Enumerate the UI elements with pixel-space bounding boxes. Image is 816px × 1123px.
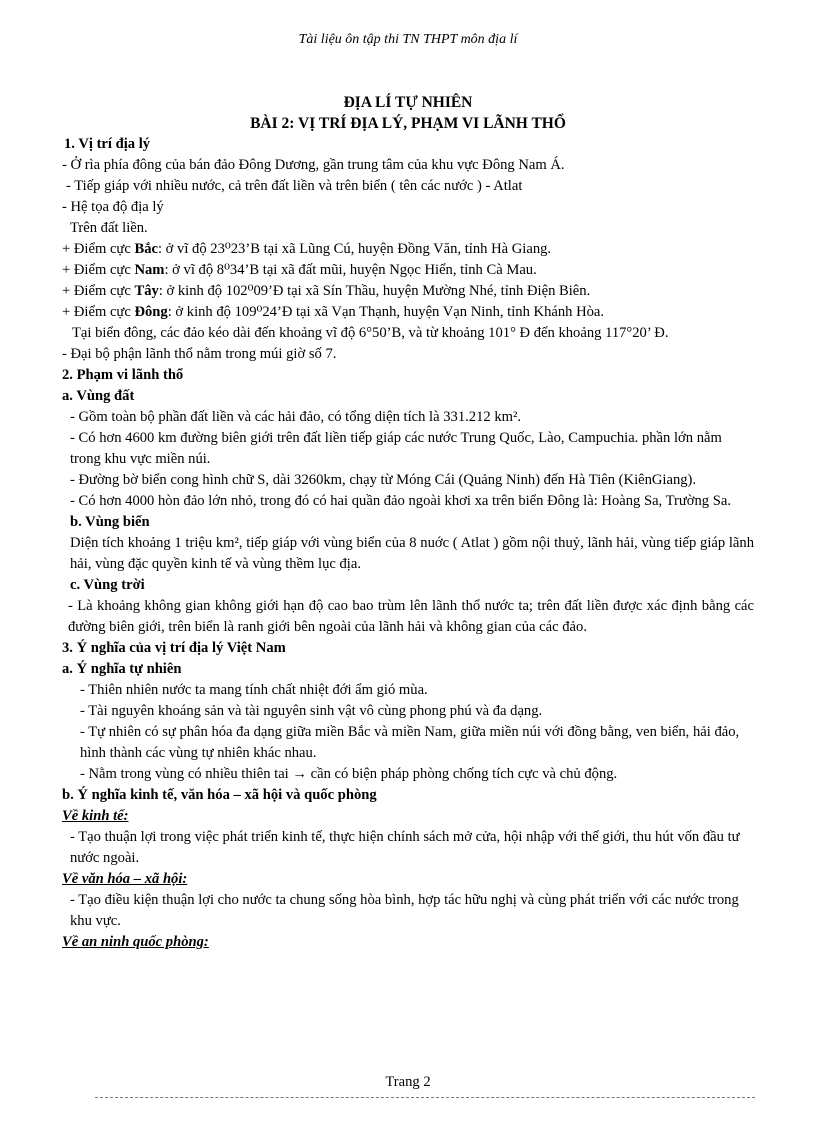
vung-bien-heading: b. Vùng biển (70, 514, 150, 530)
s1-line-5: Tại biển đông, các đảo kéo dài đến khoảng vĩ độ 6°50’B, và từ khoảng 101° Đ đến khoảng 117°20’ Đ. (72, 325, 669, 341)
s3-a-1: - Thiên nhiên nước ta mang tính chất nhiệt đới ẩm gió mùa. (80, 682, 428, 698)
cuc-nam: + Điểm cực Nam: ở vĩ độ 8⁰34’B tại xã đất mũi, huyện Ngọc Hiển, tỉnh Cà Mau. (62, 262, 537, 278)
s3-vh-1: - Tạo điều kiện thuận lợi cho nước ta chung sống hòa bình, hợp tác hữu nghị và cùng phát triển với các nước trong khu vực. (70, 892, 739, 929)
s1-line-4: Trên đất liền. (70, 220, 148, 236)
s2-c-1: - Là khoảng không gian không giới hạn độ cao bao trùm lên lãnh thổ nước ta; trên đất liền được xác định bằng các đường biên giới, trên biển là ranh giới bên ngoài của lãnh hải và không gian của các đảo. (68, 598, 754, 635)
s3-kt-1: - Tạo thuận lợi trong việc phát triển kinh tế, thực hiện chính sách mở cửa, hội nhập với thế giới, thu hút vốn đầu tư nước ngoài. (70, 829, 740, 866)
s1-line-6: - Đại bộ phận lãnh thổ nằm trong múi giờ số 7. (62, 346, 337, 362)
lesson-title: BÀI 2: VỊ TRÍ ĐỊA LÝ, PHẠM VI LÃNH THỔ (250, 115, 566, 132)
page-header: Tài liệu ôn tập thi TN THPT môn địa lí (298, 32, 518, 47)
footer-rule (95, 1097, 755, 1098)
s2-a-1: - Gồm toàn bộ phần đất liền và các hải đảo, có tổng diện tích là 331.212 km². (70, 409, 521, 425)
cuc-dong: + Điểm cực Đông: ở kinh độ 109⁰24’Đ tại xã Vạn Thạnh, huyện Vạn Ninh, tỉnh Khánh Hòa. (62, 304, 605, 320)
page-number: Trang 2 (385, 1074, 431, 1090)
vung-troi-heading: c. Vùng trời (70, 577, 145, 593)
s3-a-4: - Nằm trong vùng có nhiều thiên tai → cần có biện pháp phòng chống tích cực và chủ động. (80, 766, 618, 782)
section-1-heading: 1. Vị trí địa lý (64, 136, 151, 152)
y-nghia-kinh-te-heading: b. Ý nghĩa kinh tế, văn hóa – xã hội và quốc phòng (62, 787, 377, 803)
main-title: ĐỊA LÍ TỰ NHIÊN (343, 94, 473, 111)
document-body (62, 92, 754, 953)
s2-b-1: Diện tích khoảng 1 triệu km², tiếp giáp với vùng biển của 8 nuớc ( Atlat ) gồm nội thuỷ, lãnh hải, vùng tiếp giáp lãnh hải, vùng đặc quyền kinh tế và vùng thềm lục địa. (70, 535, 754, 572)
vung-dat-heading: a. Vùng đất (62, 388, 135, 404)
s3-a-3: - Tự nhiên có sự phân hóa đa dạng giữa miền Bắc và miền Nam, giữa miền núi với đồng bằng, ven biển, hải đảo, hình thành các vùng tự nhiên khác nhau. (80, 724, 740, 761)
cuc-tay: + Điểm cực Tây: ở kinh độ 102⁰09’Đ tại xã Sín Thầu, huyện Mường Nhé, tỉnh Điện Biên. (62, 283, 591, 299)
s1-line-3: - Hệ tọa độ địa lý (62, 199, 164, 215)
s2-a-4: - Có hơn 4000 hòn đảo lớn nhỏ, trong đó có hai quần đảo ngoài khơi xa trên biển Đông là: Hoàng Sa, Trường Sa. (70, 493, 731, 509)
ve-van-hoa-heading: Về văn hóa – xã hội: (62, 871, 188, 887)
y-nghia-tu-nhien-heading: a. Ý nghĩa tự nhiên (62, 661, 182, 677)
cuc-bac: + Điểm cực Bắc: ở vĩ độ 23⁰23’B tại xã Lũng Cú, huyện Đồng Văn, tỉnh Hà Giang. (62, 241, 552, 257)
s1-line-1: - Ở rìa phía đông của bán đảo Đông Dương, gần trung tâm của khu vực Đông Nam Á. (62, 157, 565, 173)
s2-a-3: - Đường bờ biển cong hình chữ S, dài 3260km, chạy từ Móng Cái (Quảng Ninh) đến Hà Tiên (KiênGiang). (70, 472, 697, 488)
s1-line-2: - Tiếp giáp với nhiều nước, cả trên đất liền và trên biển ( tên các nước ) - Atlat (66, 178, 523, 194)
s2-a-2: - Có hơn 4600 km đường biên giới trên đất liền tiếp giáp các nước Trung Quốc, Lào, Campuchia. phần lớn nằm trong khu vực miền núi. (70, 430, 722, 467)
s3-a-2: - Tài nguyên khoáng sản và tài nguyên sinh vật vô cùng phong phú và đa dạng. (80, 703, 543, 719)
section-2-heading: 2. Phạm vi lãnh thổ (62, 367, 184, 383)
ve-kinh-te-heading: Về kinh tế: (62, 808, 129, 824)
arrow-icon: → (292, 766, 307, 782)
ve-an-ninh-heading: Về an ninh quốc phòng: (62, 934, 209, 950)
section-3-heading: 3. Ý nghĩa của vị trí địa lý Việt Nam (62, 640, 286, 656)
